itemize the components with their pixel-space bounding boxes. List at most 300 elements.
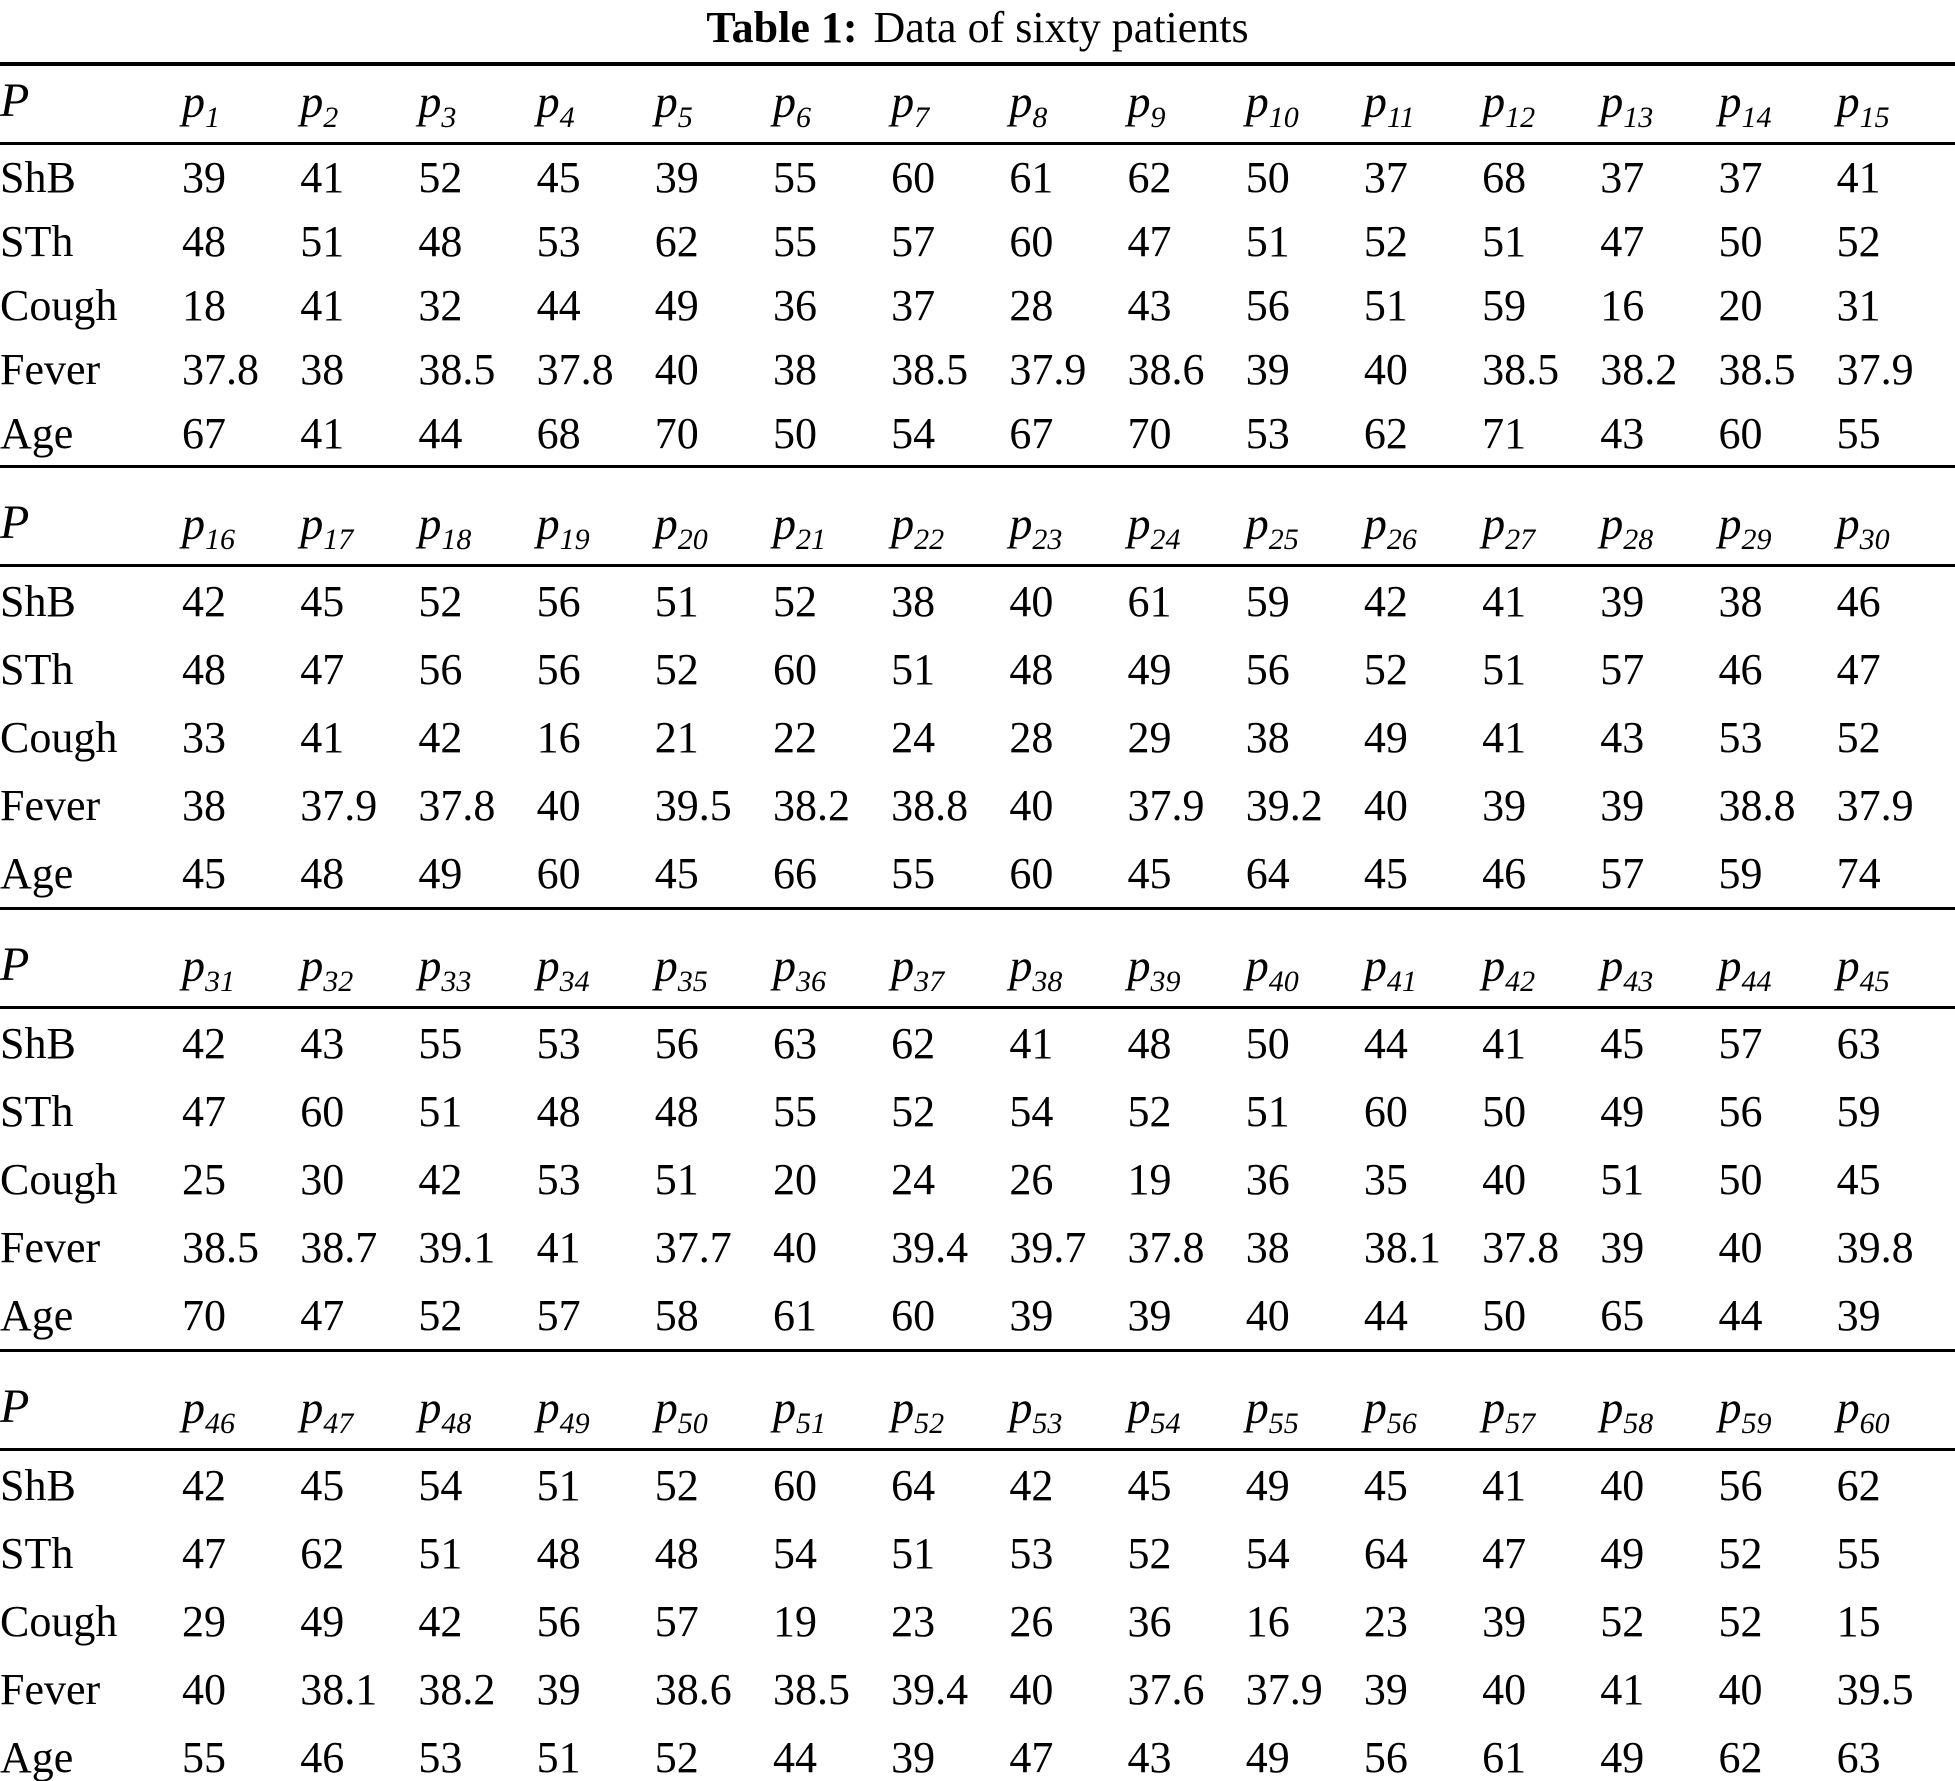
data-cell: 45 <box>300 1460 345 1510</box>
data-cell: 36 <box>1245 1154 1290 1204</box>
data-cell: 52 <box>654 1460 699 1510</box>
patient-data-block-4 <box>0 1352 1955 1781</box>
column-header-p22: $p_{22}$ <box>891 498 945 557</box>
data-cell: 49 <box>1600 1086 1645 1136</box>
data-cell: 55 <box>1836 1528 1881 1578</box>
data-cell: 62 <box>1836 1460 1881 1510</box>
data-cell: 49 <box>654 280 699 330</box>
data-cell: 39 <box>1600 780 1645 830</box>
data-cell: 46 <box>300 1732 345 1781</box>
column-header-p4: $p_4$ <box>536 76 575 135</box>
data-cell: 40 <box>1718 1664 1763 1714</box>
data-cell: 38.5 <box>182 1222 259 1272</box>
header-row <box>0 1352 1955 1450</box>
data-cell: 61 <box>1009 152 1054 202</box>
data-cell: 20 <box>1718 280 1763 330</box>
data-cell: 42 <box>182 576 226 626</box>
column-header-p45: $p_{45}$ <box>1836 940 1890 999</box>
data-cell: 40 <box>182 1664 226 1714</box>
column-header-p38: $p_{38}$ <box>1009 940 1063 999</box>
data-cell: 50 <box>1482 1290 1527 1340</box>
column-header-p57: $p_{57}$ <box>1482 1382 1536 1441</box>
row-label: ShB <box>0 576 76 626</box>
data-cell: 45 <box>1600 1018 1645 1068</box>
data-cell: 45 <box>536 152 581 202</box>
data-cell: 40 <box>1009 1664 1054 1714</box>
data-cell: 57 <box>1600 644 1645 694</box>
data-cell: 54 <box>1245 1528 1290 1578</box>
column-header-p27: $p_{27}$ <box>1482 498 1536 557</box>
data-cell: 38 <box>1245 1222 1290 1272</box>
data-cell: 51 <box>536 1732 581 1781</box>
data-cell: 51 <box>891 1528 936 1578</box>
data-cell: 63 <box>1836 1732 1881 1781</box>
data-cell: 39 <box>536 1664 581 1714</box>
data-cell: 49 <box>418 848 463 898</box>
data-cell: 52 <box>1127 1086 1172 1136</box>
row-label: STh <box>0 216 74 266</box>
data-cell: 65 <box>1600 1290 1645 1340</box>
data-cell: 43 <box>1600 712 1645 762</box>
data-cell: 44 <box>1363 1018 1408 1068</box>
data-cell: 56 <box>1718 1086 1763 1136</box>
data-cell: 38 <box>772 344 817 394</box>
data-cell: 54 <box>418 1460 463 1510</box>
data-cell: 54 <box>891 408 936 458</box>
data-cell: 37.8 <box>1127 1222 1205 1272</box>
data-cell: 42 <box>1009 1460 1054 1510</box>
data-cell: 37.9 <box>1127 780 1205 830</box>
data-cell: 18 <box>182 280 226 330</box>
data-cell: 47 <box>1600 216 1645 266</box>
data-cell: 25 <box>182 1154 226 1204</box>
data-cell: 41 <box>1600 1664 1645 1714</box>
data-cell: 52 <box>418 1290 463 1340</box>
data-cell: 36 <box>1127 1596 1172 1646</box>
data-cell: 37.8 <box>536 344 614 394</box>
column-header-p55: $p_{55}$ <box>1245 1382 1299 1441</box>
row-label: Cough <box>0 712 118 762</box>
column-header-p44: $p_{44}$ <box>1718 940 1772 999</box>
data-cell: 41 <box>1836 152 1881 202</box>
data-cell: 37.8 <box>1482 1222 1560 1272</box>
data-cell: 50 <box>1245 152 1290 202</box>
data-cell: 39 <box>1482 780 1527 830</box>
data-cell: 44 <box>772 1732 817 1781</box>
data-cell: 53 <box>1245 408 1290 458</box>
table-caption-text: Data of sixty patients <box>873 3 1249 52</box>
table-row-age <box>0 1723 1955 1781</box>
data-cell: 51 <box>654 1154 699 1204</box>
column-header-p53: $p_{53}$ <box>1009 1382 1063 1441</box>
data-cell: 55 <box>772 1086 817 1136</box>
data-cell: 45 <box>1836 1154 1881 1204</box>
data-cell: 56 <box>1363 1732 1408 1781</box>
data-cell: 38 <box>891 576 936 626</box>
table-row-sth <box>0 209 1955 273</box>
data-cell: 52 <box>654 1732 699 1781</box>
column-header-p46: $p_{46}$ <box>182 1382 235 1441</box>
data-cell: 40 <box>1363 344 1408 394</box>
data-cell: 57 <box>891 216 936 266</box>
data-cell: 52 <box>1363 644 1408 694</box>
data-cell: 67 <box>1009 408 1054 458</box>
data-cell: 56 <box>536 576 581 626</box>
data-cell: 56 <box>418 644 463 694</box>
data-cell: 42 <box>182 1460 226 1510</box>
data-cell: 57 <box>1600 848 1645 898</box>
data-cell: 54 <box>1009 1086 1054 1136</box>
header-row <box>0 468 1955 566</box>
data-cell: 55 <box>772 216 817 266</box>
data-cell: 48 <box>182 644 226 694</box>
data-cell: 52 <box>1836 712 1881 762</box>
data-cell: 47 <box>1009 1732 1054 1781</box>
data-cell: 74 <box>1836 848 1881 898</box>
data-cell: 46 <box>1482 848 1527 898</box>
corner-header: P <box>0 496 30 549</box>
data-cell: 49 <box>1363 712 1408 762</box>
data-cell: 24 <box>891 1154 936 1204</box>
data-cell: 16 <box>1600 280 1645 330</box>
data-cell: 47 <box>1127 216 1172 266</box>
data-cell: 52 <box>1363 216 1408 266</box>
row-label: STh <box>0 644 74 694</box>
data-cell: 40 <box>1482 1664 1527 1714</box>
table-row-shb <box>0 566 1955 636</box>
data-cell: 48 <box>536 1086 581 1136</box>
data-cell: 39 <box>1600 576 1645 626</box>
data-cell: 60 <box>1718 408 1763 458</box>
data-cell: 44 <box>418 408 463 458</box>
data-cell: 63 <box>1836 1018 1881 1068</box>
column-header-p12: $p_{12}$ <box>1482 76 1536 135</box>
data-cell: 49 <box>1600 1732 1645 1781</box>
data-cell: 38 <box>300 344 345 394</box>
column-header-p50: $p_{50}$ <box>654 1382 708 1441</box>
data-cell: 38.5 <box>1482 344 1560 394</box>
data-cell: 41 <box>300 280 345 330</box>
data-cell: 47 <box>182 1528 226 1578</box>
data-cell: 19 <box>1127 1154 1172 1204</box>
data-cell: 64 <box>891 1460 936 1510</box>
data-cell: 48 <box>1127 1018 1172 1068</box>
data-cell: 60 <box>300 1086 345 1136</box>
data-cell: 41 <box>300 712 345 762</box>
data-cell: 41 <box>1009 1018 1054 1068</box>
data-cell: 39 <box>1363 1664 1408 1714</box>
data-cell: 38 <box>1718 576 1763 626</box>
data-cell: 44 <box>536 280 581 330</box>
column-header-p40: $p_{40}$ <box>1245 940 1299 999</box>
row-label: Age <box>0 408 74 458</box>
column-header-p52: $p_{52}$ <box>891 1382 945 1441</box>
column-header-p24: $p_{24}$ <box>1127 498 1181 557</box>
table-row-shb <box>0 1450 1955 1520</box>
data-cell: 52 <box>1600 1596 1645 1646</box>
data-cell: 44 <box>1718 1290 1763 1340</box>
data-cell: 59 <box>1482 280 1527 330</box>
data-cell: 48 <box>418 216 463 266</box>
data-cell: 42 <box>418 712 463 762</box>
data-cell: 39.4 <box>891 1222 969 1272</box>
row-label: ShB <box>0 1460 76 1510</box>
data-cell: 47 <box>300 644 345 694</box>
table-row-cough <box>0 1587 1955 1655</box>
data-cell: 41 <box>300 408 345 458</box>
data-cell: 40 <box>1718 1222 1763 1272</box>
data-cell: 28 <box>1009 712 1054 762</box>
column-header-p9: $p_9$ <box>1127 76 1166 135</box>
column-header-p17: $p_{17}$ <box>300 498 354 557</box>
data-cell: 62 <box>891 1018 936 1068</box>
data-cell: 38.1 <box>1363 1222 1441 1272</box>
data-cell: 49 <box>1245 1732 1290 1781</box>
data-cell: 38.1 <box>300 1664 378 1714</box>
data-cell: 39.7 <box>1009 1222 1087 1272</box>
data-cell: 38.8 <box>891 780 969 830</box>
data-cell: 60 <box>772 1460 817 1510</box>
data-cell: 39 <box>182 152 226 202</box>
data-cell: 45 <box>1127 848 1172 898</box>
data-cell: 50 <box>1245 1018 1290 1068</box>
data-cell: 37.9 <box>300 780 378 830</box>
data-cell: 49 <box>300 1596 345 1646</box>
data-cell: 41 <box>1482 1460 1527 1510</box>
data-cell: 38.2 <box>418 1664 496 1714</box>
data-cell: 50 <box>1718 1154 1763 1204</box>
data-cell: 41 <box>300 152 345 202</box>
data-cell: 48 <box>536 1528 581 1578</box>
row-label: Cough <box>0 1154 118 1204</box>
data-cell: 55 <box>1836 408 1881 458</box>
table-row-shb <box>0 1008 1955 1078</box>
table-blocks <box>0 62 1955 1781</box>
data-cell: 41 <box>1482 1018 1527 1068</box>
data-cell: 38.5 <box>1718 344 1796 394</box>
data-cell: 43 <box>300 1018 345 1068</box>
data-cell: 43 <box>1127 1732 1172 1781</box>
column-header-p48: $p_{48}$ <box>418 1382 472 1441</box>
table-row-cough <box>0 1145 1955 1213</box>
table-row-cough <box>0 273 1955 337</box>
column-header-p8: $p_8$ <box>1009 76 1048 135</box>
data-cell: 62 <box>300 1528 345 1578</box>
data-cell: 54 <box>772 1528 817 1578</box>
data-cell: 36 <box>772 280 817 330</box>
corner-header: P <box>0 938 30 991</box>
data-cell: 39 <box>1482 1596 1527 1646</box>
data-cell: 48 <box>654 1528 699 1578</box>
column-header-p31: $p_{31}$ <box>182 940 235 999</box>
data-cell: 39 <box>1009 1290 1054 1340</box>
data-cell: 47 <box>1836 644 1881 694</box>
data-cell: 56 <box>1245 280 1290 330</box>
data-cell: 61 <box>772 1290 817 1340</box>
column-header-p13: $p_{13}$ <box>1600 76 1654 135</box>
data-cell: 28 <box>1009 280 1054 330</box>
data-cell: 48 <box>182 216 226 266</box>
data-cell: 40 <box>772 1222 817 1272</box>
table-row-age <box>0 401 1955 467</box>
data-cell: 32 <box>418 280 463 330</box>
data-cell: 43 <box>1600 408 1645 458</box>
data-cell: 35 <box>1363 1154 1408 1204</box>
data-cell: 50 <box>1718 216 1763 266</box>
data-cell: 52 <box>654 644 699 694</box>
table-row-sth <box>0 1077 1955 1145</box>
data-cell: 48 <box>300 848 345 898</box>
data-cell: 39 <box>654 152 699 202</box>
data-cell: 51 <box>418 1086 463 1136</box>
data-cell: 40 <box>1245 1290 1290 1340</box>
data-cell: 59 <box>1718 848 1763 898</box>
data-cell: 58 <box>654 1290 699 1340</box>
data-cell: 16 <box>1245 1596 1290 1646</box>
data-cell: 39.8 <box>1836 1222 1914 1272</box>
row-label: Fever <box>0 1222 101 1272</box>
data-cell: 66 <box>772 848 817 898</box>
column-header-p26: $p_{26}$ <box>1363 498 1417 557</box>
data-cell: 52 <box>418 152 463 202</box>
data-cell: 55 <box>418 1018 463 1068</box>
column-header-p56: $p_{56}$ <box>1363 1382 1417 1441</box>
row-label: Age <box>0 848 74 898</box>
data-cell: 60 <box>536 848 581 898</box>
column-header-p14: $p_{14}$ <box>1718 76 1772 135</box>
data-cell: 51 <box>891 644 936 694</box>
data-cell: 51 <box>536 1460 581 1510</box>
data-cell: 38.7 <box>300 1222 378 1272</box>
data-cell: 37 <box>1363 152 1408 202</box>
row-label: ShB <box>0 1018 76 1068</box>
data-cell: 62 <box>1363 408 1408 458</box>
data-cell: 40 <box>1600 1460 1645 1510</box>
column-header-p20: $p_{20}$ <box>654 498 708 557</box>
data-cell: 45 <box>1363 1460 1408 1510</box>
data-cell: 29 <box>1127 712 1172 762</box>
data-cell: 39 <box>1600 1222 1645 1272</box>
data-cell: 39.5 <box>1836 1664 1914 1714</box>
row-label: Fever <box>0 344 101 394</box>
data-cell: 37.8 <box>182 344 259 394</box>
data-cell: 53 <box>536 216 581 266</box>
data-cell: 38.2 <box>772 780 850 830</box>
data-cell: 52 <box>1718 1596 1763 1646</box>
column-header-p33: $p_{33}$ <box>418 940 472 999</box>
data-cell: 39.4 <box>891 1664 969 1714</box>
data-cell: 51 <box>1482 216 1527 266</box>
data-cell: 37 <box>1718 152 1763 202</box>
data-cell: 49 <box>1245 1460 1290 1510</box>
table-row-sth <box>0 635 1955 703</box>
data-cell: 57 <box>654 1596 699 1646</box>
row-label: Age <box>0 1290 74 1340</box>
data-cell: 57 <box>1718 1018 1763 1068</box>
column-header-p34: $p_{34}$ <box>536 940 590 999</box>
data-cell: 52 <box>772 576 817 626</box>
column-header-p29: $p_{29}$ <box>1718 498 1772 557</box>
row-label: STh <box>0 1086 74 1136</box>
column-header-p5: $p_5$ <box>654 76 693 135</box>
data-cell: 70 <box>654 408 699 458</box>
data-cell: 48 <box>654 1086 699 1136</box>
column-header-p59: $p_{59}$ <box>1718 1382 1772 1441</box>
corner-header: P <box>0 1380 30 1433</box>
column-header-p11: $p_{11}$ <box>1363 76 1415 135</box>
data-cell: 21 <box>654 712 699 762</box>
data-cell: 38.5 <box>891 344 969 394</box>
data-cell: 42 <box>418 1596 463 1646</box>
data-cell: 40 <box>1363 780 1408 830</box>
data-cell: 41 <box>536 1222 581 1272</box>
data-cell: 49 <box>1127 644 1172 694</box>
data-cell: 70 <box>1127 408 1172 458</box>
data-cell: 53 <box>1718 712 1763 762</box>
data-cell: 49 <box>1600 1528 1645 1578</box>
data-cell: 64 <box>1245 848 1290 898</box>
data-cell: 38.5 <box>418 344 496 394</box>
data-cell: 24 <box>891 712 936 762</box>
data-cell: 37.9 <box>1009 344 1087 394</box>
data-cell: 50 <box>772 408 817 458</box>
data-cell: 47 <box>182 1086 226 1136</box>
data-cell: 53 <box>536 1154 581 1204</box>
table-row-fever <box>0 1213 1955 1281</box>
data-cell: 38 <box>182 780 226 830</box>
data-cell: 15 <box>1836 1596 1881 1646</box>
data-cell: 44 <box>1363 1290 1408 1340</box>
patient-data-block-2 <box>0 468 1955 910</box>
data-cell: 55 <box>891 848 936 898</box>
row-label: Age <box>0 1732 74 1781</box>
column-header-p3: $p_3$ <box>418 76 457 135</box>
data-cell: 37.9 <box>1836 780 1914 830</box>
data-cell: 45 <box>182 848 226 898</box>
column-header-p25: $p_{25}$ <box>1245 498 1299 557</box>
row-label: STh <box>0 1528 74 1578</box>
data-cell: 60 <box>1009 848 1054 898</box>
data-cell: 56 <box>1245 644 1290 694</box>
data-cell: 38.8 <box>1718 780 1796 830</box>
data-cell: 53 <box>418 1732 463 1781</box>
row-label: Cough <box>0 1596 118 1646</box>
data-cell: 38.2 <box>1600 344 1678 394</box>
data-cell: 59 <box>1245 576 1290 626</box>
data-cell: 56 <box>654 1018 699 1068</box>
data-cell: 41 <box>1482 576 1527 626</box>
row-label: Fever <box>0 1664 101 1714</box>
data-cell: 48 <box>1009 644 1054 694</box>
data-cell: 41 <box>1482 712 1527 762</box>
data-cell: 62 <box>1718 1732 1763 1781</box>
data-cell: 37.9 <box>1245 1664 1323 1714</box>
data-cell: 59 <box>1836 1086 1881 1136</box>
data-cell: 60 <box>891 152 936 202</box>
header-row <box>0 66 1955 144</box>
data-cell: 51 <box>300 216 345 266</box>
column-header-p51: $p_{51}$ <box>772 1382 826 1441</box>
data-cell: 57 <box>536 1290 581 1340</box>
column-header-p58: $p_{58}$ <box>1600 1382 1654 1441</box>
data-cell: 37.8 <box>418 780 496 830</box>
data-cell: 42 <box>418 1154 463 1204</box>
column-header-p1: $p_1$ <box>182 76 220 135</box>
column-header-p36: $p_{36}$ <box>772 940 826 999</box>
data-cell: 62 <box>1127 152 1172 202</box>
table-caption-label: Table 1: <box>706 3 858 52</box>
column-header-p21: $p_{21}$ <box>772 498 826 557</box>
